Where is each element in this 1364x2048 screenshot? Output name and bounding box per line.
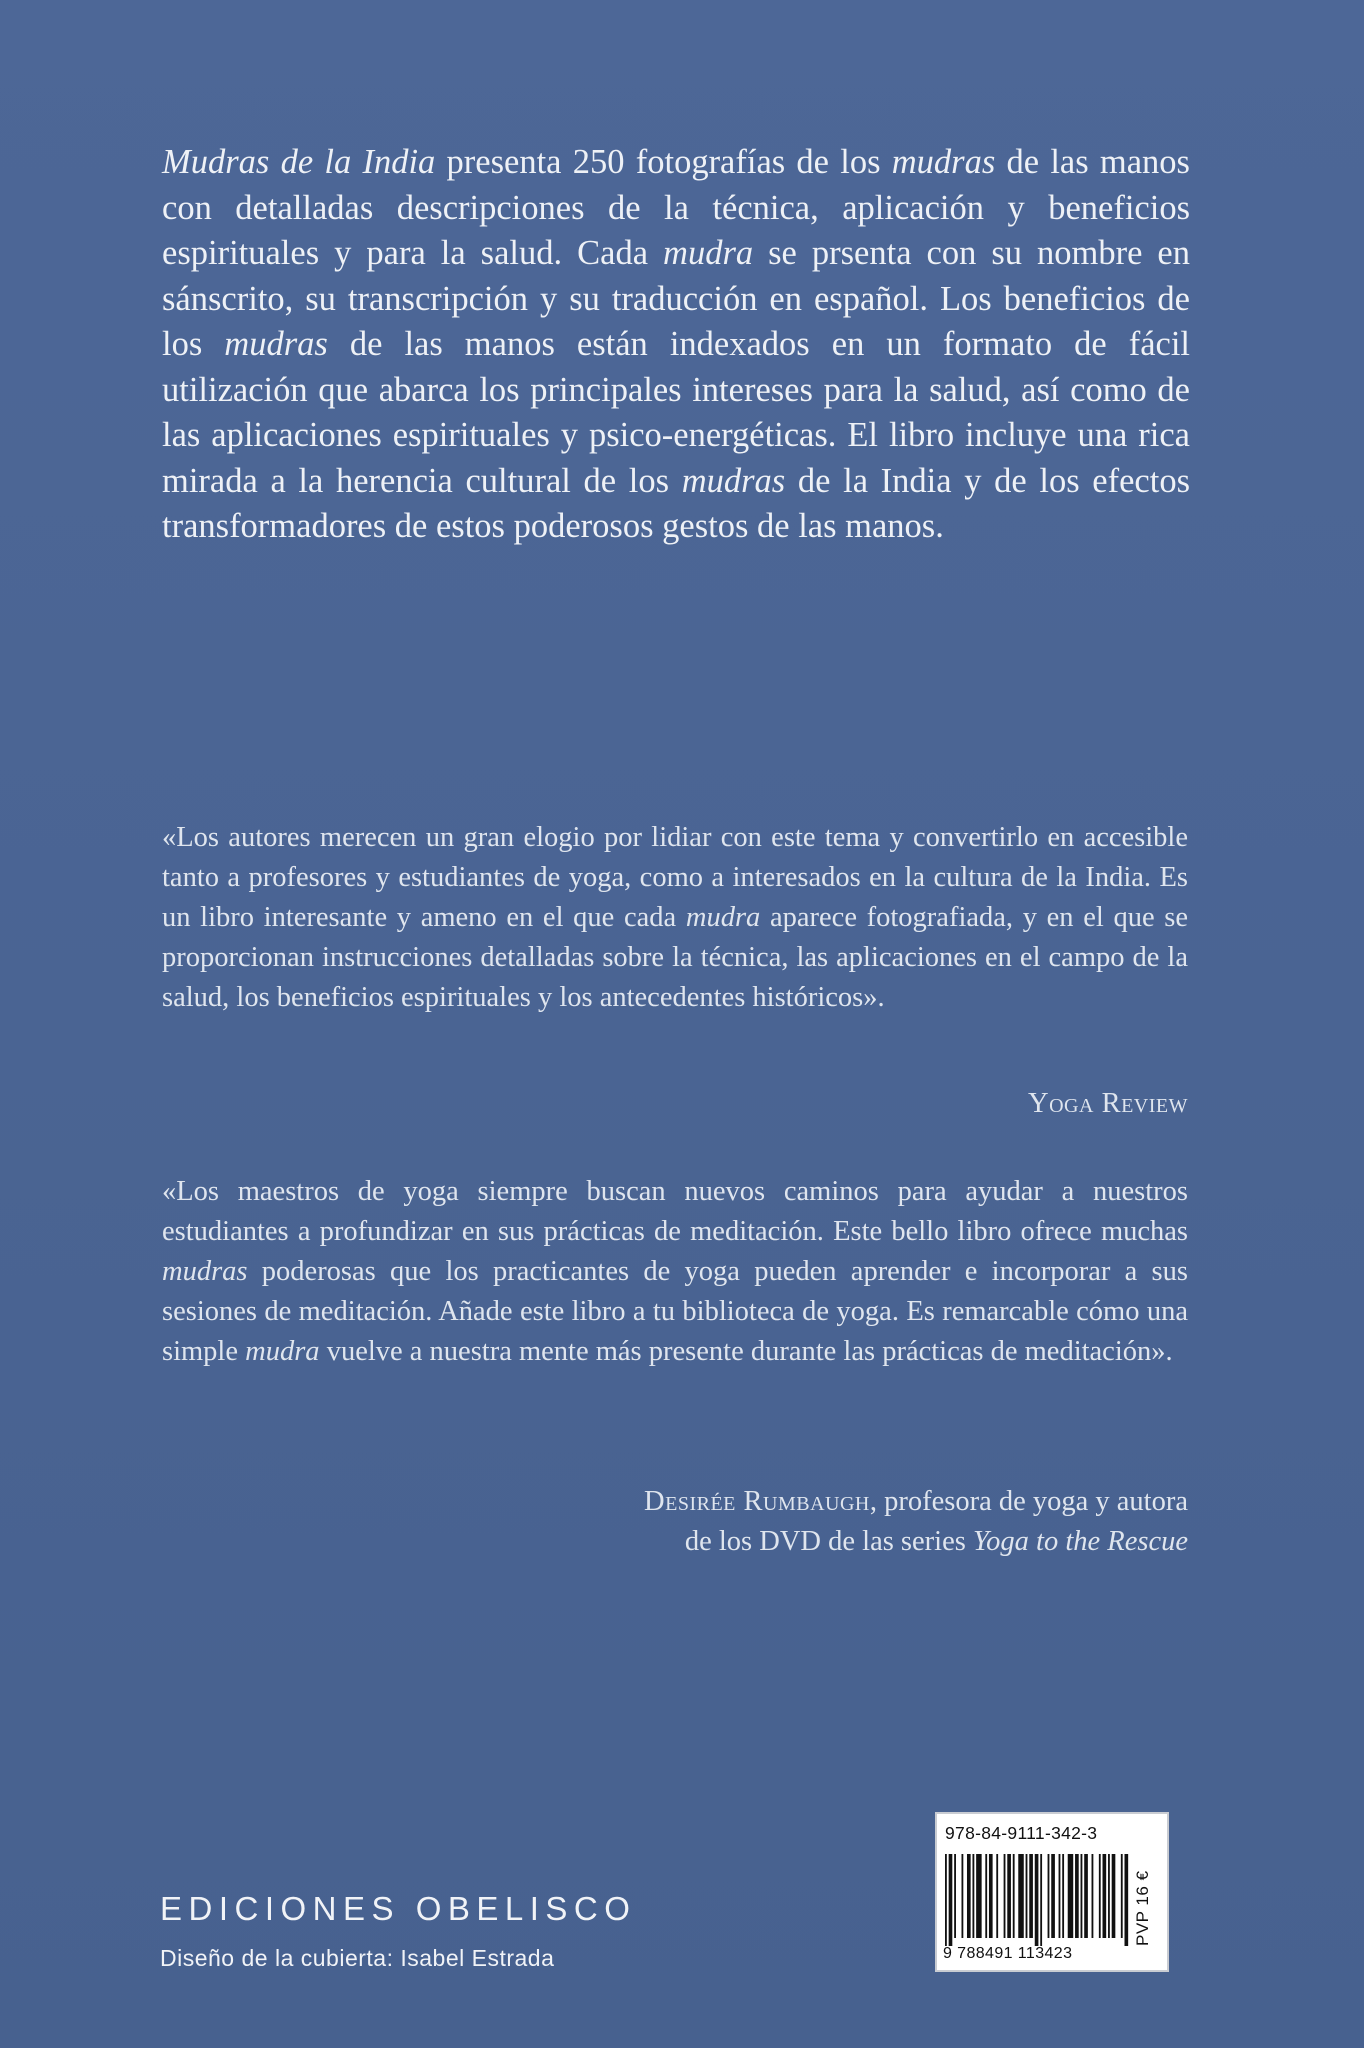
book-description [162, 140, 1190, 550]
review-quote-2 [162, 1172, 1188, 1372]
description-text: de las manos con detalladas descripciones de la técnica, aplicación y beneficios espirituales y para la salud. Cada [162, 143, 1190, 272]
description-text: se prsenta con su nombre en sánscrito, su transcripción y su traducción en español. Los beneficios de los [162, 234, 1190, 363]
book-title: Mudras de la India [162, 143, 436, 181]
dvd-series-title: Yoga to the Rescue [972, 1526, 1188, 1557]
review-author [644, 1482, 1188, 1562]
barcode-label [935, 1812, 1169, 1972]
quote-term: mudras [162, 1256, 248, 1287]
cover-design-credit: Diseño de la cubierta: Isabel Estrada [160, 1945, 555, 1971]
quote-text: «Los autores merecen un gran elogio por lidiar con este tema y convertirlo en accesible tanto a profesores y estudiantes de yoga, como a interesados en la cultura de la India. Es un libro interesante y ameno en el que cada [162, 822, 1188, 933]
quote-text: «Los maestros de yoga siempre buscan nuevos caminos para ayudar a nuestros estudiantes a profundizar en sus prácticas de meditación. Este bello libro ofrece muchas [162, 1176, 1188, 1247]
quote-text: poderosas que los practicantes de yoga pueden aprender e incorporar a sus sesiones de meditación. Añade este libro a tu biblioteca de yoga. Es remarcable cómo una simple [162, 1256, 1188, 1367]
ean-digits: 9 788491 113423 [943, 1945, 1073, 1962]
review-source: Yoga Review [1028, 1088, 1188, 1119]
quote-text: vuelve a nuestra mente más presente durante las prácticas de meditación». [319, 1336, 1173, 1367]
quote-term: mudra [245, 1336, 320, 1367]
author-name: Desirée Rumbaugh [644, 1486, 870, 1517]
description-term: mudras [224, 325, 328, 363]
publisher-name: EDICIONES OBELISCO [160, 1890, 637, 1927]
description-term: mudra [663, 234, 754, 272]
price-label: PVP 16 € [1133, 1870, 1152, 1946]
quote-term: mudra [685, 902, 761, 933]
description-term: mudras [891, 143, 996, 181]
barcode-icon [945, 1854, 1130, 1946]
description-text: de las manos están indexados en un formato de fácil utilización que abarca los principales intereses para la salud, así como de las aplicaciones espirituales y psico-energéticas. El libro incluye una rica mirada a la herencia cultural de los [162, 325, 1190, 500]
description-term: mudras [681, 461, 786, 500]
isbn-number: 978-84-9111-342-3 [945, 1823, 1098, 1843]
author-role: de los DVD de las series [684, 1526, 973, 1557]
description-text: de la India y de los efectos transformadores de estos poderosos gestos de las manos. [162, 461, 1190, 545]
quote-text: aparece fotografiada, y en el que se proporcionan instrucciones detalladas sobre la técnica, las aplicaciones en el campo de la salud, los beneficios espirituales y los antecedentes históricos». [162, 902, 1189, 1013]
author-role: , profesora de yoga y autora [869, 1486, 1188, 1517]
description-text: presenta 250 fotografías de los [435, 143, 892, 181]
review-quote-1 [162, 818, 1188, 1018]
